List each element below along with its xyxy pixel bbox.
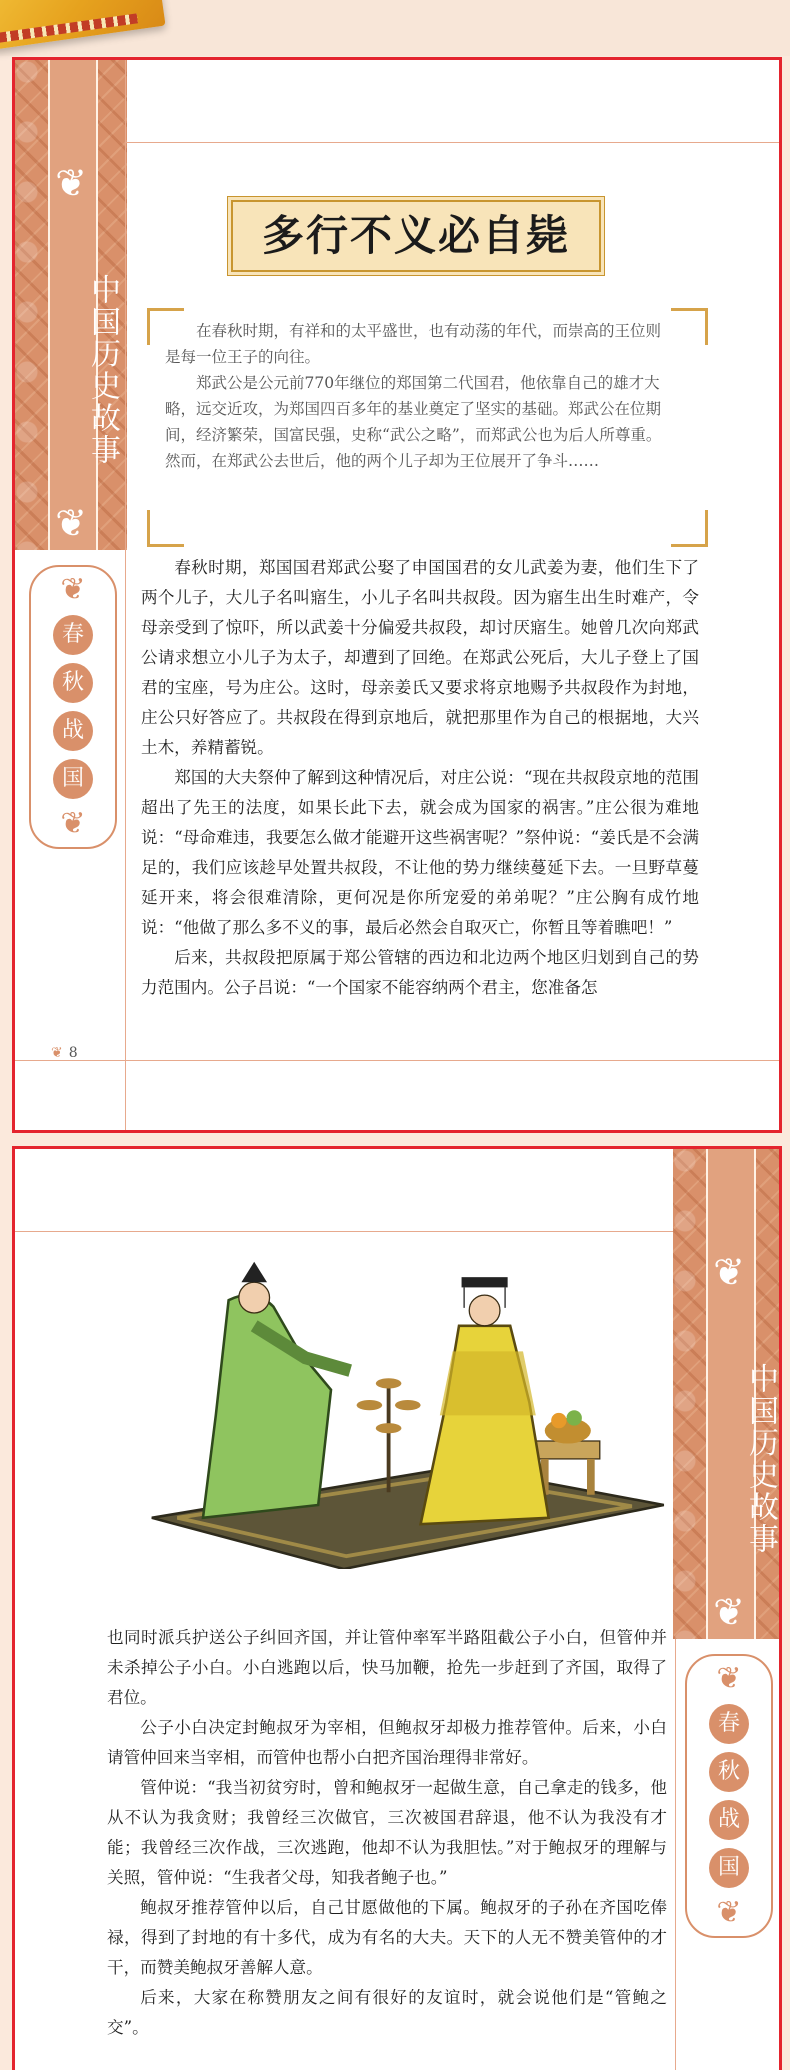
page-number-value: 8: [68, 1045, 78, 1061]
book-page-left: [12, 57, 782, 1133]
main-text: [141, 553, 699, 1003]
frame-corner: [671, 510, 708, 547]
paragraph: 春秋时期，郑国国君郑武公娶了申国国君的女儿武姜为妻，他们生下了两个儿子，大儿子名叫寤生，小儿子名叫共叔段。因为寤生出生时难产，令母亲受到了惊吓，所以武姜十分偏爱共叔段，却讨厌寤生。她曾几次向郑武公请求想立小儿子为太子，却遭到了回绝。在郑武公死后，大儿子登上了国君的宝座，号为庄公。这时，母亲姜氏又要求将京地赐予共叔段作为封地，庄公只好答应了。共叔段在得到京地后，就把那里作为自己的根据地，大兴土木，养精蓄锐。: [141, 558, 699, 757]
margin-line: [125, 60, 126, 1133]
frame-corner: [147, 510, 184, 547]
header-rule: [125, 142, 782, 143]
era-char: 战: [709, 1800, 749, 1840]
paragraph: 郑国的大夫祭仲了解到这种情况后，对庄公说：“现在共叔段京地的范围超出了先王的法度，如果长此下去，就会成为国家的祸害。”庄公很为难地说：“母命难违，我要怎么做才能避开这些祸害呢？”祭仲说：“姜氏是不会满足的，我们应该趁早处置共叔段，不让他的势力继续蔓延下去。一旦野草蔓延开来，将会很难清除，更何况是你所宠爱的弟弟呢？”庄公胸有成竹地说：“他做了那么多不义的事，最后必然会自取灭亡，你暂且等着瞧吧！”: [141, 768, 699, 937]
era-char: 春: [709, 1704, 749, 1744]
paragraph: 公子小白决定封鲍叔牙为宰相，但鲍叔牙却极力推荐管仲。后来，小白请管仲回来当宰相，而管仲也帮小白把齐国治理得非常好。: [107, 1718, 667, 1767]
cloud-ornament-icon: ❦: [716, 1661, 742, 1696]
side-banner: [15, 60, 127, 550]
story-illustration: [125, 1249, 665, 1569]
series-title: 中国历史故事: [85, 274, 120, 466]
intro-paragraph: 郑武公是公元前770年继位的郑国第二代国君，他依靠自己的雄才大略，远交近攻，为郑国四百多年的基业奠定了坚实的基础。郑武公在位期间，经济繁荣，国富民强，史称“武公之略”，而郑武公也为后人所尊重。然而，在郑武公去世后，他的两个儿子却为王位展开了争斗……: [165, 374, 662, 470]
paragraph: 也同时派兵护送公子纠回齐国，并让管仲率军半路阻截公子小白，但管仲并未杀掉公子小白。小白逃跑以后，快马加鞭，抢先一步赶到了齐国，取得了君位。: [107, 1628, 667, 1707]
era-char: 秋: [709, 1752, 749, 1792]
cloud-ornament-icon: ❦: [716, 1895, 742, 1930]
cloud-ornament-icon: ❦: [60, 572, 86, 607]
cloud-ornament-icon: ❦: [51, 1045, 63, 1061]
header-rule: [15, 1231, 675, 1232]
series-title: 中国历史故事: [743, 1363, 778, 1555]
page-number: [51, 1045, 78, 1061]
paragraph: 鲍叔牙推荐管仲以后，自己甘愿做他的下属。鲍叔牙的子孙在齐国吃俸禄，得到了封地的有十多代，成为有名的大夫。天下的人无不赞美管仲的才干，而赞美鲍叔牙善解人意。: [107, 1898, 667, 1977]
era-char: 春: [53, 615, 93, 655]
footer-rule: [15, 1060, 782, 1061]
era-char: 国: [709, 1848, 749, 1888]
era-char: 战: [53, 711, 93, 751]
intro-paragraph: 在春秋时期，有祥和的太平盛世，也有动荡的年代，而崇高的王位则是每一位王子的向往。: [165, 322, 662, 366]
cloud-ornament-icon: ❦: [713, 1590, 745, 1634]
era-char: 秋: [53, 663, 93, 703]
chapter-title: 多行不义必自毙: [231, 200, 601, 272]
side-banner: [673, 1149, 782, 1639]
book-page-right: [12, 1146, 782, 2070]
cloud-ornament-icon: ❦: [713, 1250, 745, 1294]
chapter-intro: [165, 318, 675, 474]
era-badge: [29, 565, 117, 849]
frame-corner: [671, 308, 708, 345]
cloud-ornament-icon: ❦: [55, 501, 87, 545]
cloud-ornament-icon: ❦: [60, 806, 86, 841]
paragraph: 后来，大家在称赞朋友之间有很好的友谊时，就会说他们是“管鲍之交”。: [107, 1988, 667, 2037]
era-badge: [685, 1654, 773, 1938]
cloud-ornament-icon: ❦: [55, 161, 87, 205]
paragraph: 后来，共叔段把原属于郑公管辖的西边和北边两个地区归划到自己的势力范围内。公子吕说：“一个国家不能容纳两个君主，您准备怎: [141, 948, 699, 997]
main-text: [107, 1623, 667, 2043]
paragraph: 管仲说：“我当初贫穷时，曾和鲍叔牙一起做生意，自己拿走的钱多，他从不认为我贪财；我曾经三次做官，三次被国君辞退，他不认为我没有才能；我曾经三次作战，三次逃跑，他却不认为我胆怯。”对于鲍叔牙的理解与关照，管仲说：“生我者父母，知我者鲍子也。”: [107, 1778, 667, 1887]
era-char: 国: [53, 759, 93, 799]
